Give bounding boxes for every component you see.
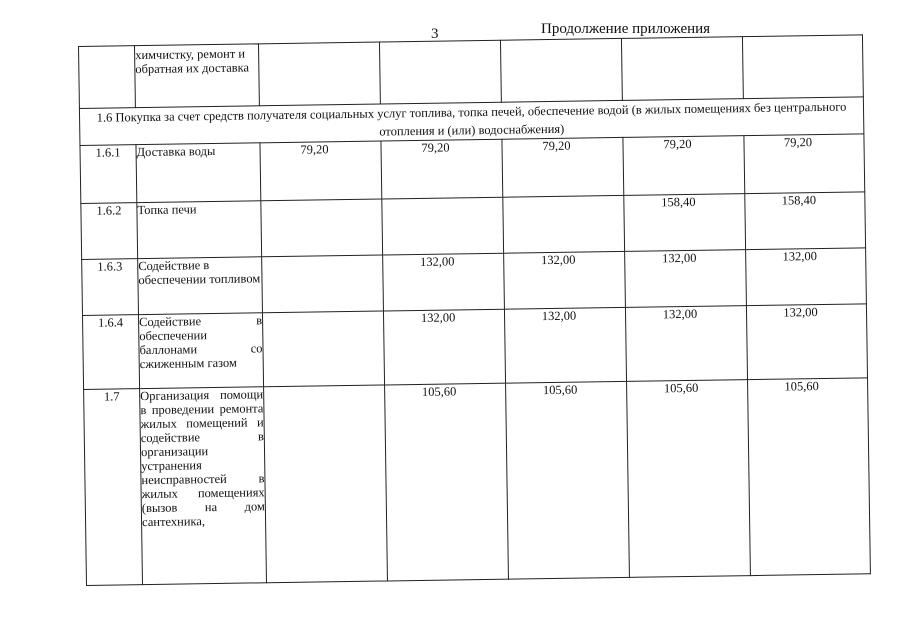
cell-value (625, 250, 747, 308)
table-row (82, 304, 867, 390)
table-row (84, 378, 871, 586)
cell-value (625, 306, 747, 382)
cell-value (504, 307, 626, 383)
cell-value (262, 311, 384, 387)
cell-value (258, 42, 380, 106)
cell-value (746, 304, 867, 380)
cell-num: 1.6.4 (82, 315, 139, 390)
cell-value (502, 137, 624, 197)
cell-value (624, 194, 746, 252)
value-text: 132,00 (420, 310, 456, 325)
value-text: 158,40 (661, 194, 696, 210)
cell-num: 1.6.2 (81, 203, 138, 260)
cell-value (379, 40, 501, 104)
value-text: 132,00 (541, 308, 577, 324)
cell-value (745, 192, 866, 250)
value-text: 105,60 (784, 379, 819, 394)
value-text: 105,60 (421, 384, 457, 399)
cell-value (500, 38, 622, 102)
cell-value (261, 199, 383, 257)
value-text: 132,00 (782, 249, 817, 264)
cell-value (627, 380, 751, 578)
cell-value (381, 139, 503, 199)
cell-value (744, 134, 865, 194)
tariff-table (78, 34, 871, 586)
cell-value (503, 195, 625, 253)
table-row-top (79, 35, 864, 109)
cell-name: Содействие в обеспечении топливом (138, 257, 263, 315)
cell-value (260, 141, 382, 201)
value-text: 132,00 (540, 252, 576, 268)
cell-value (385, 383, 509, 581)
cell-num: 1.7 (84, 389, 143, 586)
cell-name: Организация помощи в проведении ремонта жилых помещений и содействие в организации устранения неисправностей в жилых помещениях (вызов на дом сантехника, (140, 387, 267, 585)
value-text: 79,20 (542, 138, 571, 154)
value-text: 79,20 (421, 140, 450, 155)
cell-value (623, 136, 745, 196)
value-text: 79,20 (663, 136, 692, 152)
document-sheet (78, 34, 871, 586)
value-text: 105,60 (542, 382, 578, 398)
cell-value (506, 381, 630, 579)
cell-name: химчистку, ремонт и обратная их доставка (135, 44, 260, 108)
cell-name: Содействие в обеспечении баллонами со сжиженным газом (138, 313, 263, 389)
cell-value (262, 255, 384, 313)
cell-value (748, 378, 871, 576)
continuation-label: Продолжение приложения (541, 21, 711, 37)
cell-num: 1.6.3 (82, 259, 139, 316)
section-title: 1.6 Покупка за счет средств получателя социальных услуг топлива, топка печей, обеспечение водой (в жилых помещениях без центрального отопления и (или) водоснабжения) (79, 97, 863, 146)
value-text: 105,60 (663, 380, 699, 396)
cell-name: Топка печи (137, 201, 262, 259)
value-text: 79,20 (300, 142, 329, 157)
cell-value (504, 251, 626, 309)
page-number: 3 (431, 26, 439, 42)
value-text: 158,40 (781, 193, 817, 208)
cell-value (264, 385, 388, 583)
cell-value (383, 309, 505, 385)
value-text: 132,00 (662, 306, 698, 322)
value-text: 132,00 (783, 305, 818, 320)
cell-value (382, 197, 504, 255)
value-text: 132,00 (419, 254, 455, 269)
cell-value (746, 248, 867, 306)
value-text: 79,20 (783, 135, 813, 150)
cell-num: 1.6.1 (80, 145, 137, 204)
cell-value (383, 253, 505, 311)
cell-value (621, 37, 743, 101)
cell-num (79, 46, 136, 109)
value-text: 132,00 (661, 250, 697, 266)
cell-value (742, 35, 863, 99)
cell-name: Доставка воды (136, 143, 261, 203)
